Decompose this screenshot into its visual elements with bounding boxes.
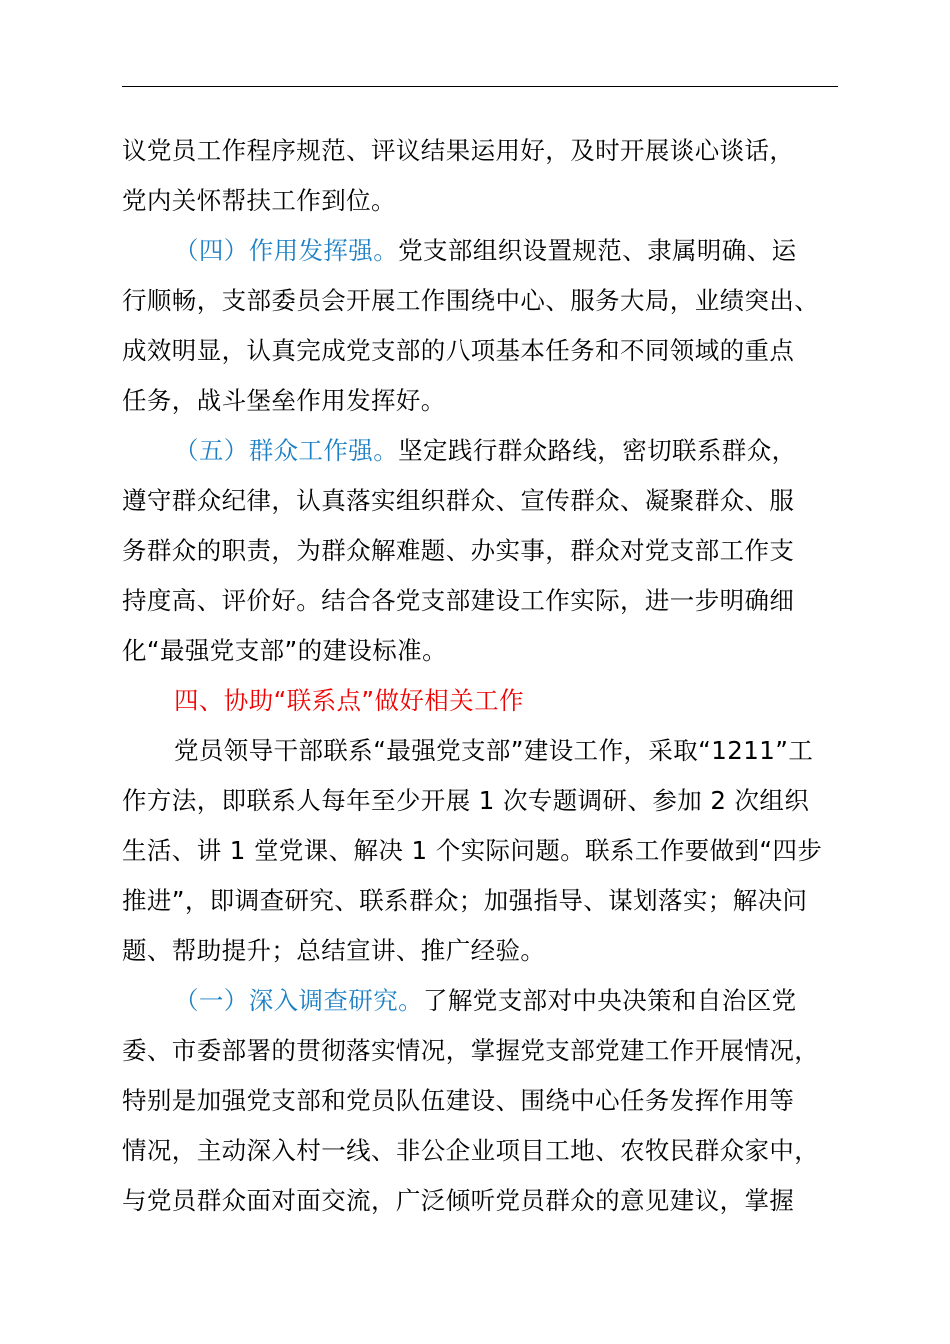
text-run: 坚定践行群众路线，密切联系群众， [398, 436, 797, 465]
text-line: 题、帮助提升；总结宣讲、推广经验。 [122, 936, 546, 965]
header-rule [122, 86, 838, 87]
text-line: 遵守群众纪律，认真落实组织群众、宣传群众、凝聚群众、服 [122, 486, 795, 515]
text-line: 务群众的职责，为群众解难题、办实事，群众对党支部工作支 [122, 536, 795, 565]
paragraph [122, 226, 838, 426]
paragraph [122, 726, 838, 976]
text-run: 党支部组织设置规范、隶属明确、运 [398, 236, 797, 265]
text-line [122, 426, 838, 476]
text-line: 行顺畅，支部委员会开展工作围绕中心、服务大局，业绩突出、 [122, 286, 820, 315]
text-line: 作方法，即联系人每年至少开展 1 次专题调研、参加 2 次组织 [122, 786, 810, 815]
paragraph [122, 976, 838, 1226]
text-line: 议党员工作程序规范、评议结果运用好，及时开展谈心谈话， [122, 136, 795, 165]
paragraph [122, 126, 838, 226]
subheading: （一）深入调查研究。 [174, 986, 423, 1015]
text-line: 生活、讲 1 堂党课、解决 1 个实际问题。联系工作要做到“四步 [122, 836, 823, 865]
section-title: 四、协助“联系点”做好相关工作 [174, 686, 524, 715]
section-heading [122, 676, 838, 726]
text-run: 了解党支部对中央决策和自治区党 [423, 986, 797, 1015]
text-line: 党内关怀帮扶工作到位。 [122, 186, 396, 215]
subheading: （五）群众工作强。 [174, 436, 399, 465]
text-line: 党员领导干部联系“最强党支部”建设工作，采取“1211”工 [174, 736, 814, 765]
text-line: 持度高、评价好。结合各党支部建设工作实际，进一步明确细 [122, 586, 795, 615]
text-line: 成效明显，认真完成党支部的八项基本任务和不同领域的重点 [122, 336, 795, 365]
text-line: 特别是加强党支部和党员队伍建设、围绕中心任务发挥作用等 [122, 1086, 795, 1115]
text-line: 与党员群众面对面交流，广泛倾听党员群众的意见建议，掌握 [122, 1186, 795, 1215]
subheading: （四）作用发挥强。 [174, 236, 399, 265]
paragraph [122, 426, 838, 676]
text-line [122, 226, 838, 276]
text-line: 委、市委部署的贯彻落实情况，掌握党支部党建工作开展情况， [122, 1036, 820, 1065]
document-body [122, 126, 838, 1226]
text-line [122, 976, 838, 1026]
text-line: 推进”，即调查研究、联系群众；加强指导、谋划落实；解决问 [122, 886, 808, 915]
text-line: 化“最强党支部”的建设标准。 [122, 636, 447, 665]
text-line: 情况，主动深入村一线、非公企业项目工地、农牧民群众家中， [122, 1136, 820, 1165]
text-line: 任务，战斗堡垒作用发挥好。 [122, 386, 446, 415]
